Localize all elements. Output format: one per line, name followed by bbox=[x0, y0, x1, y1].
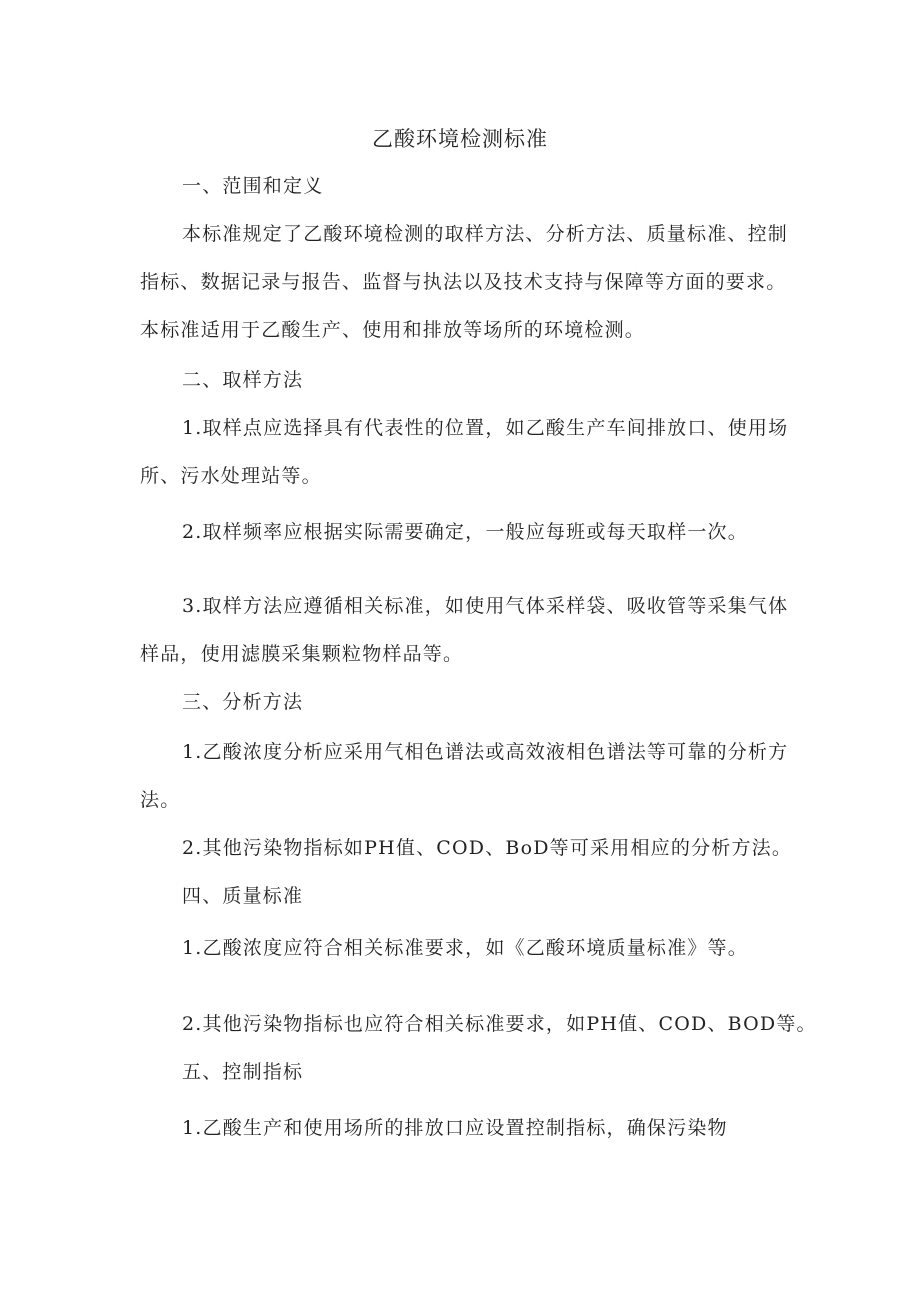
paragraph-line: 1.乙酸浓度应符合相关标准要求，如《乙酸环境质量标准》等。 bbox=[182, 937, 748, 959]
paragraph-line: 2.取样频率应根据实际需要确定，一般应每班或每天取样一次。 bbox=[182, 521, 748, 543]
document-title: 乙酸环境检测标准 bbox=[372, 127, 548, 151]
paragraph-line: 1.乙酸生产和使用场所的排放口应设置控制指标，确保污染物 bbox=[182, 1117, 728, 1139]
paragraph-line: 本标准规定了乙酸环境检测的取样方法、分析方法、质量标准、控制 bbox=[182, 223, 789, 245]
paragraph-line: 1.取样点应选择具有代表性的位置，如乙酸生产车间排放口、使用场 bbox=[182, 417, 789, 439]
paragraph-line: 样品，使用滤膜采集颗粒物样品等。 bbox=[140, 643, 464, 665]
section-heading-quality: 四、质量标准 bbox=[182, 885, 304, 907]
section-heading-scope: 一、范围和定义 bbox=[182, 175, 324, 197]
paragraph-line: 所、污水处理站等。 bbox=[140, 465, 322, 487]
paragraph-line: 1.乙酸浓度分析应采用气相色谱法或高效液相色谱法等可靠的分析方 bbox=[182, 741, 789, 763]
paragraph-line: 本标准适用于乙酸生产、使用和排放等场所的环境检测。 bbox=[140, 319, 646, 341]
section-heading-control: 五、控制指标 bbox=[182, 1061, 304, 1083]
section-heading-analysis: 三、分析方法 bbox=[182, 691, 304, 713]
paragraph-line: 法。 bbox=[140, 789, 181, 811]
paragraph-line: 2.其他污染物指标也应符合相关标准要求，如PH值、COD、BOD等。 bbox=[182, 1013, 817, 1035]
paragraph-line: 3.取样方法应遵循相关标准，如使用气体采样袋、吸收管等采集气体 bbox=[182, 595, 789, 617]
paragraph-line: 2.其他污染物指标如PH值、COD、BoD等可采用相应的分析方法。 bbox=[182, 837, 793, 859]
paragraph-line: 指标、数据记录与报告、监督与执法以及技术支持与保障等方面的要求。 bbox=[140, 271, 787, 293]
section-heading-sampling: 二、取样方法 bbox=[182, 369, 304, 391]
